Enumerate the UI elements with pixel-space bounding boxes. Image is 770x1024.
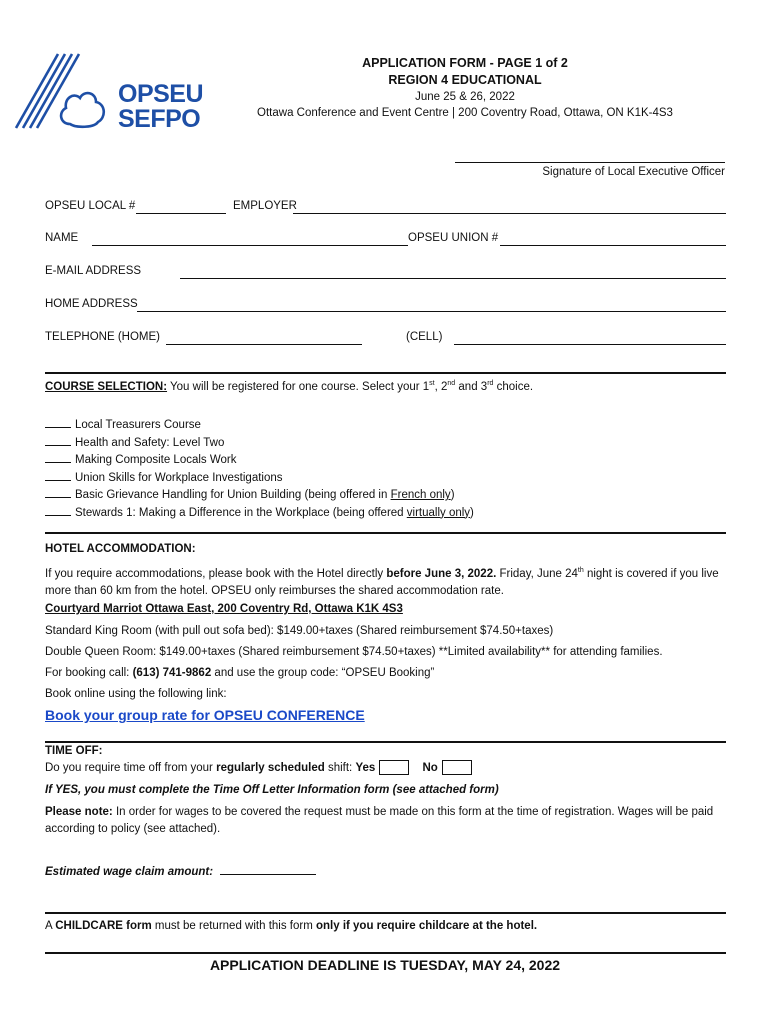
wage-claim-field[interactable] (220, 864, 316, 875)
course-list (45, 417, 474, 522)
home-address-label: HOME ADDRESS (45, 298, 138, 310)
cell-phone-field[interactable] (454, 344, 726, 345)
course-choice-blank[interactable] (45, 452, 71, 463)
form-subtitle: REGION 4 EDUCATIONAL (388, 73, 542, 87)
home-address-field[interactable] (137, 311, 726, 312)
course-choice-blank[interactable] (45, 470, 71, 481)
event-dates: June 25 & 26, 2022 (415, 91, 515, 103)
queen-room-rate: Double Queen Room: $149.00+taxes (Shared reimbursement $74.50+taxes) **Limited availability** for attending families. (45, 646, 663, 658)
course-choice-blank[interactable] (45, 417, 71, 428)
local-field[interactable] (136, 213, 226, 214)
employer-field[interactable] (293, 213, 726, 214)
yes-checkbox[interactable] (379, 760, 409, 775)
email-field[interactable] (180, 278, 726, 279)
booking-call: For booking call: (613) 741-9862 and use the group code: “OPSEU Booking” (45, 667, 435, 679)
king-room-rate: Standard King Room (with pull out sofa bed): $149.00+taxes (Shared reimbursement $74.50+taxes) (45, 625, 554, 637)
no-checkbox[interactable] (442, 760, 472, 775)
course-choice-blank[interactable] (45, 435, 71, 446)
course-item: Local Treasurers Course (45, 417, 474, 435)
timeoff-question: Do you require time off from your regularly scheduled shift: Yes No (45, 760, 726, 777)
cell-label: (CELL) (406, 331, 443, 343)
course-item: Union Skills for Workplace Investigations (45, 470, 474, 488)
name-field[interactable] (92, 245, 408, 246)
yes-label: Yes (355, 762, 376, 774)
form-header (240, 55, 690, 121)
wage-claim-row (45, 864, 726, 881)
name-label: NAME (45, 232, 79, 244)
home-phone-field[interactable] (166, 344, 362, 345)
union-label: OPSEU UNION # (408, 232, 499, 244)
hotel-heading: HOTEL ACCOMMODATION: (45, 543, 196, 555)
local-employer-row (45, 200, 726, 216)
email-label: E-MAIL ADDRESS (45, 265, 142, 277)
section-divider (45, 372, 726, 374)
signature-label: Signature of Local Executive Officer (542, 166, 725, 178)
childcare-note: A CHILDCARE form must be returned with this form only if you require childcare at the hotel. (45, 920, 538, 932)
timeoff-note: Please note: In order for wages to be covered the request must be made on this form at the time of registration. Wages will be paid according to policy (see attached). (45, 806, 714, 835)
employer-label: EMPLOYER (233, 200, 297, 212)
event-venue: Ottawa Conference and Event Centre | 200 Coventry Road, Ottawa, ON K1K-4S3 (257, 107, 673, 119)
local-label: OPSEU LOCAL # (45, 200, 136, 212)
wage-claim-label: Estimated wage claim amount: (45, 866, 214, 878)
course-heading: COURSE SELECTION: (45, 380, 168, 393)
opseu-logo (14, 52, 204, 132)
section-divider (45, 532, 726, 534)
course-item: Making Composite Locals Work (45, 452, 474, 470)
hotel-instructions: If you require accommodations, please book with the Hotel directly before June 3, 2022. Friday, June 24th night is covered if you live more than 60 km from the hotel. OPSEU only reimburses the shared accommodation rate. (45, 567, 719, 597)
logo-stripes-icon (14, 52, 114, 132)
home-address-row (45, 298, 726, 314)
application-deadline: APPLICATION DEADLINE IS TUESDAY, MAY 24, 2022 (209, 957, 561, 973)
logo-line2: SEFPO (118, 105, 201, 133)
timeoff-ifyes: If YES, you must complete the Time Off Letter Information form (see attached form) (45, 784, 499, 796)
booking-online-text: Book online using the following link: (45, 688, 227, 700)
telephone-label: TELEPHONE (HOME) (45, 331, 161, 343)
no-label: No (422, 762, 438, 774)
course-item: Stewards 1: Making a Difference in the Workplace (being offered virtually only) (45, 505, 474, 523)
union-field[interactable] (500, 245, 726, 246)
name-union-row (45, 232, 726, 248)
group-rate-link[interactable]: Book your group rate for OPSEU CONFERENCE (45, 707, 365, 723)
course-choice-blank[interactable] (45, 505, 71, 516)
course-selection-intro: COURSE SELECTION: You will be registered for one course. Select your 1st, 2nd and 3rd choice. (45, 380, 534, 393)
course-choice-blank[interactable] (45, 487, 71, 498)
email-row (45, 265, 726, 281)
logo-line1: OPSEU (118, 80, 204, 108)
course-item: Health and Safety: Level Two (45, 435, 474, 453)
section-divider (45, 952, 726, 954)
course-item: Basic Grievance Handling for Union Building (being offered in French only) (45, 487, 474, 505)
timeoff-heading: TIME OFF: (45, 745, 103, 757)
telephone-row (45, 331, 726, 347)
signature-line[interactable] (455, 162, 725, 163)
hotel-name: Courtyard Marriot Ottawa East, 200 Coventry Rd, Ottawa K1K 4S3 (45, 603, 403, 615)
form-title: APPLICATION FORM - PAGE 1 of 2 (362, 56, 568, 70)
section-divider (45, 912, 726, 914)
